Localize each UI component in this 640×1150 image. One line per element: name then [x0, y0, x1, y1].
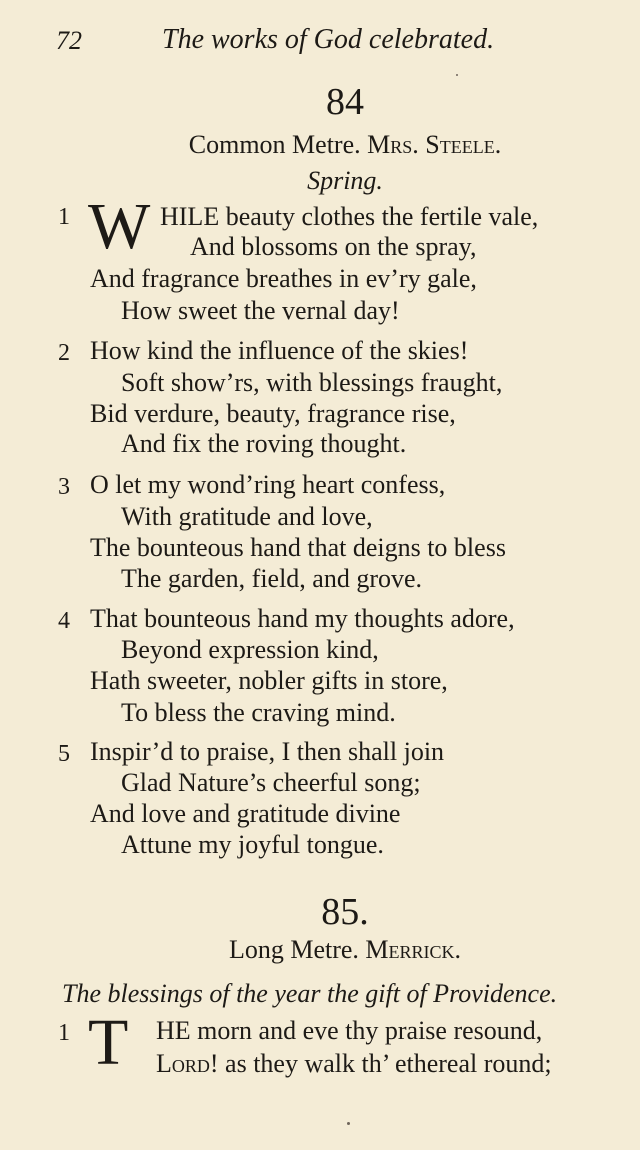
verse-line: HILE beauty clothes the fertile vale, — [160, 202, 539, 231]
verse-line: With gratitude and love, — [121, 502, 373, 531]
drop-cap-letter: W — [88, 190, 151, 263]
verse-number: 2 — [58, 340, 70, 366]
page-header — [0, 24, 640, 64]
drop-cap-letter: T — [88, 1006, 129, 1079]
verse-line: How sweet the vernal day! — [121, 296, 400, 325]
verse-line: Soft show’rs, with blessings fraught, — [121, 368, 503, 397]
running-title: The works of God celebrated. — [162, 24, 495, 55]
verse-line-rest: as they walk th’ ethereal round; — [218, 1049, 552, 1078]
verse-number: 5 — [58, 741, 70, 767]
page-number: 72 — [56, 26, 82, 55]
verse-line: O let my wond’ring heart confess, — [90, 470, 446, 499]
verse-number: 4 — [58, 608, 70, 634]
hymn-84-meter-line — [0, 130, 640, 160]
hymn-number-84: 84 — [326, 81, 364, 123]
lord-word: Lord! — [156, 1049, 219, 1078]
hymn-number-85: 85. — [321, 891, 369, 933]
hymn-85-meter-line — [0, 935, 640, 965]
verse-line: And fragrance breathes in ev’ry gale, — [90, 264, 477, 293]
verse-line: The bounteous hand that deigns to bless — [90, 533, 506, 562]
hymn-84-title: Spring. — [307, 166, 383, 195]
verse-line: Beyond expression kind, — [121, 635, 379, 664]
paper-speck — [456, 74, 458, 76]
hymn-85-author: Merrick. — [365, 935, 462, 964]
verse-line: And love and gratitude divine — [90, 799, 401, 828]
verse-line: And blossoms on the spray, — [190, 232, 477, 261]
verse-number: 1 — [58, 1020, 70, 1046]
verse-line: How kind the influence of the skies! — [90, 336, 469, 365]
verse-line: The garden, field, and grove. — [121, 564, 423, 593]
verse-line: Hath sweeter, nobler gifts in store, — [90, 666, 448, 695]
hymn-84-author: Mrs. Steele. — [367, 130, 502, 159]
verse-line: Glad Nature’s cheerful song; — [121, 768, 421, 797]
paper-speck — [347, 1122, 350, 1125]
verse-number: 1 — [58, 204, 70, 230]
verse-number: 3 — [58, 474, 70, 500]
hymn-85-title: The blessings of the year the gift of Providence. — [62, 979, 558, 1008]
verse-line: To bless the craving mind. — [121, 698, 396, 727]
verse-line: And fix the roving thought. — [121, 429, 407, 458]
verse-line: Attune my joyful tongue. — [121, 830, 384, 859]
verse-line: HE morn and eve thy praise resound, — [156, 1016, 543, 1045]
hymn-85-meter: Long Metre. — [228, 935, 359, 964]
verse-line: That bounteous hand my thoughts adore, — [90, 604, 515, 633]
verse-line: Bid verdure, beauty, fragrance rise, — [90, 399, 456, 428]
verse-line — [156, 1049, 552, 1079]
verse-line: Inspir’d to praise, I then shall join — [90, 737, 445, 766]
hymn-84-meter: Common Metre. — [188, 130, 361, 159]
